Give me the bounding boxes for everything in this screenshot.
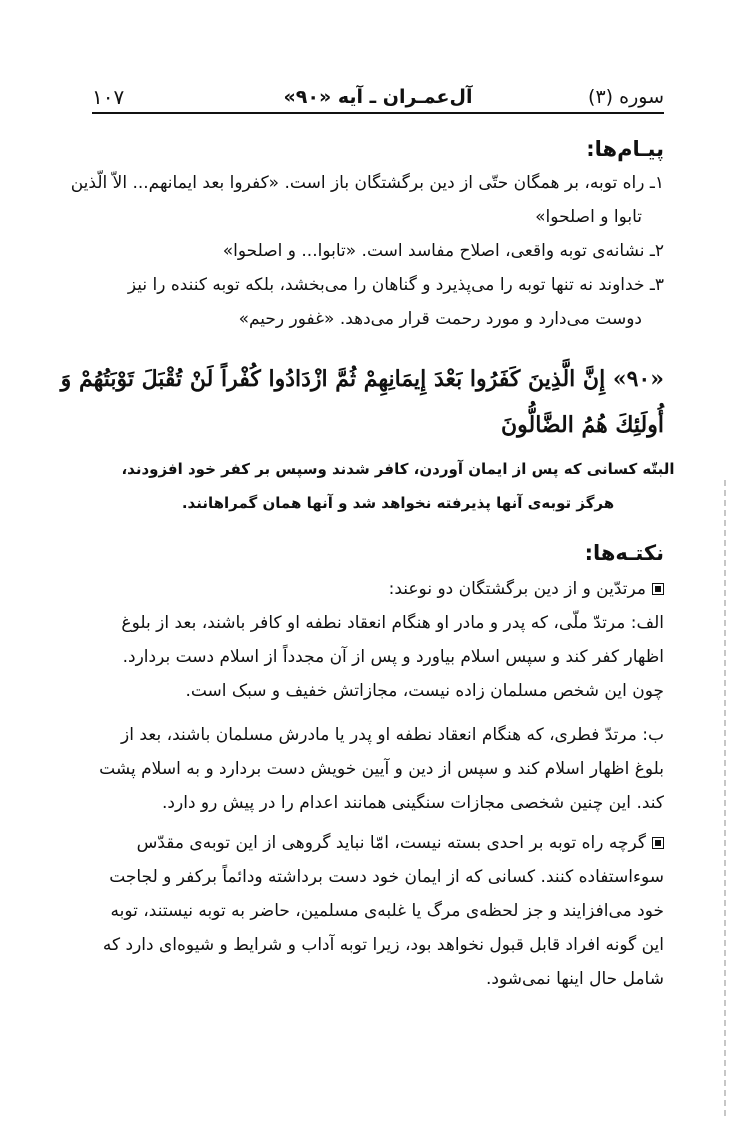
square-bullet-icon	[652, 837, 664, 849]
note-item-2	[58, 826, 664, 996]
verse-translation	[110, 452, 686, 520]
note-line: سوءاستفاده کنند. کسانی که از ایمان خود دست برداشته ودائماً برکفر و لجاجت	[109, 867, 664, 887]
note-line: الف: مرتدّ ملّی، که پدر و مادر او هنگام انعقاد نطفه او کافر باشند، بعد از بلوغ	[121, 613, 664, 633]
surah-number: سوره (۳)	[588, 86, 664, 108]
note-line: کند. این چنین شخصی مجازات سنگینی همانند اعدام را در پیش رو دارد.	[162, 793, 664, 813]
translation-line: هرگز توبه‌ی آنها پذیرفته نخواهد شد و آنها همان گمراهانند.	[181, 494, 615, 512]
scan-binding-edge	[724, 480, 726, 1120]
message-line: ۱ـ راه توبه، بر همگان حتّی از دین برگشتگان باز است. «کفروا بعد ایمانهم... الاّ الّذین	[70, 173, 664, 193]
note-line: بلوغ اظهار اسلام کند و سپس از دین و آیین خویش دست بردارد و به اسلام پشت	[99, 759, 664, 779]
note-alef	[58, 606, 664, 708]
square-bullet-icon	[652, 583, 664, 595]
note-line: خود می‌افزایند و جز لحظه‌ی مرگ یا غلبه‌ی مسلمین، حاضر به توبه نیستند، توبه	[110, 901, 664, 921]
header-rule	[92, 112, 664, 114]
note-line: چون این شخص مسلمان زاده نیست، مجازاتش خفیف و سبک است.	[185, 681, 664, 701]
note-line	[58, 572, 664, 606]
note-item-1	[58, 572, 664, 606]
note-text: مرتدّین و از دین برگشتگان دو نوعند:	[388, 579, 646, 599]
message-item-1	[58, 166, 664, 234]
message-item-3	[58, 268, 664, 336]
verse-line: أُولَئِكَ هُمُ الضَّالُّونَ	[500, 412, 664, 438]
message-item-2	[58, 234, 664, 268]
message-line: ۲ـ نشانه‌ی توبه واقعی، اصلاح مفاسد است. «تابوا... و اصلحوا»	[222, 241, 664, 261]
message-line: تابوا و اصلحوا»	[535, 207, 642, 227]
running-header	[92, 82, 664, 114]
note-line: شامل حال اینها نمی‌شود.	[486, 969, 664, 989]
note-line: ب: مرتدّ فطری، که هنگام انعقاد نطفه او پدر یا مادرش مسلمان باشند، بعد از	[121, 725, 664, 745]
note-line: اظهار کفر کند و سپس اسلام بیاورد و پس از آن مجدداً از اسلام دست بردارد.	[122, 647, 664, 667]
verse-line: «۹۰» إِنَّ الَّذِينَ كَفَرُوا بَعْدَ إِيمَانِهِمْ ثُمَّ ازْدَادُوا كُفْراً لَنْ تُقْبَلَ تَوْبَتُهُمْ وَ	[60, 366, 664, 392]
translation-line: البتّه کسانی که پس از ایمان آوردن، کافر شدند وسپس بر کفر خود افزودند،	[121, 460, 675, 478]
note-line: این گونه افراد قابل قبول نخواهد بود، زیرا توبه آداب و شرایط و شیوه‌ای دارد که	[102, 935, 664, 955]
note-line	[58, 826, 664, 860]
messages-heading: پیـام‌ها:	[586, 137, 664, 161]
page-number: ۱۰۷	[92, 85, 125, 109]
surah-verse-title: آل‌عمـران ـ آیه «۹۰»	[283, 86, 473, 108]
note-be	[58, 718, 664, 820]
message-line: دوست می‌دارد و مورد رحمت قرار می‌دهد. «غفور رحیم»	[238, 309, 642, 329]
notes-heading: نکتـه‌ها:	[584, 541, 664, 565]
note-text: گرچه راه توبه بر احدی بسته نیست، امّا نباید گروهی از این توبه‌ی مقدّس	[136, 833, 646, 853]
quran-verse	[54, 356, 664, 448]
message-line: ۳ـ خداوند نه تنها توبه را می‌پذیرد و گناهان را می‌بخشد، بلکه توبه کننده را نیز	[127, 275, 664, 295]
